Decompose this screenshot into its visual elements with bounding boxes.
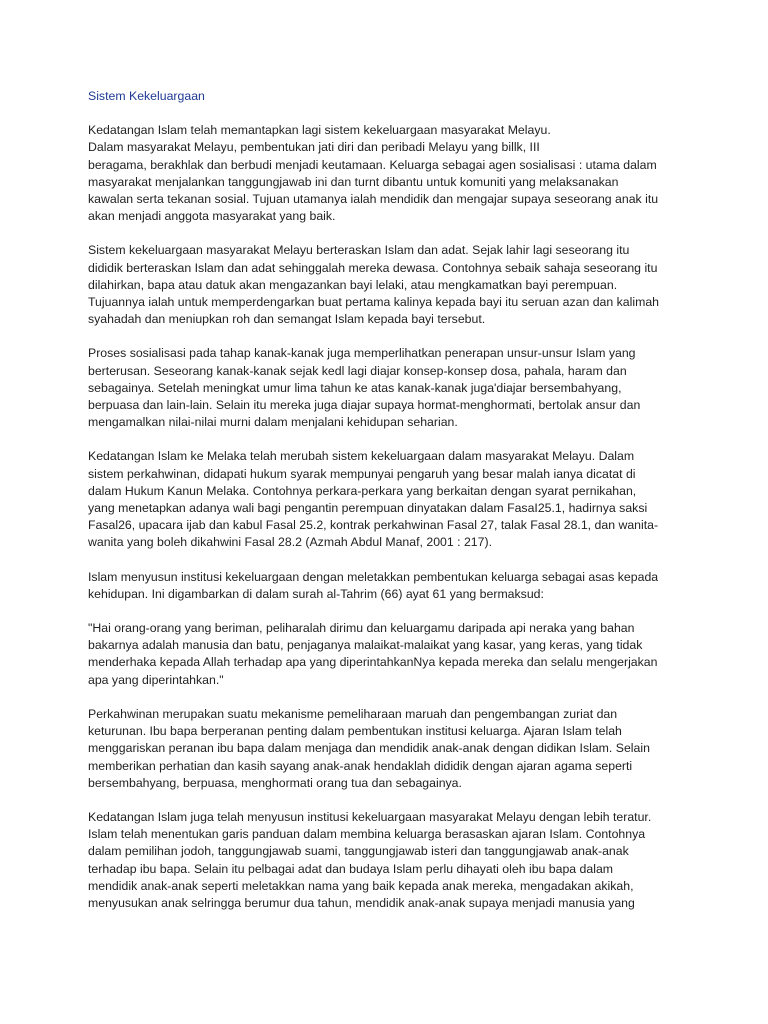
text-line: sistem perkahwinan, didapati hukum syarak mempunyai pengaruh yang besar malah ianya dicatat di	[88, 466, 636, 481]
paragraph	[88, 242, 688, 328]
text-line: Kedatangan Islam telah memantapkan lagi sistem kekeluargaan masyarakat Melayu.	[88, 123, 551, 138]
text-line: berterusan. Seseorang kanak-kanak sejak kedl lagi diajar konsep-konsep dosa, pahala, haram dan	[88, 363, 627, 378]
paragraph	[88, 809, 688, 912]
text-line: Sistem kekeluargaan masyarakat Melayu berteraskan Islam dan adat. Sejak lahir lagi seseorang itu	[88, 243, 630, 258]
paragraph	[88, 706, 688, 792]
text-line: "Hai orang-orang yang beriman, peliharalah dirimu dan keluargamu daripada api neraka yang bahan	[88, 621, 635, 636]
text-line: Islam telah menentukan garis panduan dalam membina keluarga berasaskan ajaran Islam. Contohnya	[88, 827, 646, 842]
text-line: mendidik anak-anak seperti meletakkan nama yang baik kepada anak mereka, mengadakan akikah,	[88, 878, 634, 893]
text-line: Tujuannya ialah untuk memperdengarkan buat pertama kalinya kepada bayi itu seruan azan dan kalimah	[88, 295, 660, 310]
text-line: Perkahwinan merupakan suatu mekanisme pemeliharaan maruah dan pengembangan zuriat dan	[88, 706, 618, 721]
section-heading: Sistem Kekeluargaan	[88, 89, 205, 103]
text-line: Kedatangan Islam ke Melaka telah merubah sistem kekeluargaan dalam masyarakat Melayu. Dalam	[88, 449, 635, 464]
paragraph	[88, 569, 688, 603]
text-line: menyusukan anak selringga berumur dua tahun, mendidik anak-anak supaya menjadi manusia yang	[88, 895, 635, 910]
text-line: Kedatangan Islam juga telah menyusun institusi kekeluargaan masyarakat Melayu dengan lebih teratur.	[88, 809, 652, 824]
text-line: dalam pemilihan jodoh, tanggungjawab suami, tanggungjawab isteri dan tanggungjawab anak-anak	[88, 844, 629, 859]
document-page	[88, 88, 688, 929]
text-line: terhadap ibu bapa. Selain itu pelbagai adat dan budaya Islam perlu dihayati oleh ibu bapa dalam	[88, 861, 614, 876]
text-line: bakarnya adalah manusia dan batu, penjaganya malaikat-malaikat yang kasar, yang keras, yang tidak	[88, 638, 643, 653]
text-line: menderhaka kepada Allah terhadap apa yang diperintahkanNya kepada mereka dan selalu mengerjakan	[88, 655, 658, 670]
text-line: dalam Hukum Kanun Melaka. Contohnya perkara-perkara yang berkaitan dengan syarat pernikahan,	[88, 483, 637, 498]
text-line: berpuasa dan lain-lain. Selain itu mereka juga diajar supaya hormat-menghormati, bertolak ansur dan	[88, 398, 641, 413]
text-line: menggariskan peranan ibu bapa dalam menjaga dan mendidik anak-anak dengan didikan Islam. Selain	[88, 741, 650, 756]
paragraph	[88, 448, 688, 551]
text-line: dilahirkan, bapa atau datuk akan mengazankan bayi lelaki, atau mengkamatkan bayi perempuan.	[88, 277, 618, 292]
text-line: yang menetapkan adanya wali bagi pengantin perempuan dinyatakan dalam FasaI25.1, hadirnya saksi	[88, 501, 648, 516]
text-line: apa yang diperintahkan."	[88, 672, 224, 687]
paragraph	[88, 345, 688, 431]
document-body	[88, 122, 688, 912]
text-line: masyarakat menjalankan tanggungjawab ini dan turnt dibantu untuk komuniti yang melaksanakan	[88, 174, 619, 189]
text-line: kawalan serta tekanan sosial. Tujuan utamanya ialah mendidik dan mengajar supaya seseorang anak itu	[88, 192, 659, 207]
paragraph	[88, 620, 688, 689]
text-line: mengamalkan nilai-nilai murni dalam menjalani kehidupan seharian.	[88, 415, 458, 430]
text-line: bersembahyang, berpuasa, menghormati orang tua dan sebagainya.	[88, 775, 462, 790]
text-line: beragama, berakhlak dan berbudi menjadi keutamaan. Keluarga sebagai agen sosialisasi : utama dalam	[88, 157, 657, 172]
text-line: wanita yang boleh dikahwini Fasal 28.2 (Azmah Abdul Manaf, 2001 : 217).	[88, 535, 492, 550]
text-line: Proses sosialisasi pada tahap kanak-kanak juga memperlihatkan penerapan unsur-unsur Islam yang	[88, 346, 636, 361]
text-line: memberikan perhatian dan kasih sayang anak-anak hendaklah dididik dengan ajaran agama seperti	[88, 758, 633, 773]
text-line: Dalam masyarakat Melayu, pembentukan jati diri dan peribadi Melayu yang billk, III	[88, 140, 540, 155]
text-line: kehidupan. Ini digambarkan di dalam surah al-Tahrim (66) ayat 61 yang bermaksud:	[88, 586, 544, 601]
text-line: akan menjadi anggota masyarakat yang baik.	[88, 209, 336, 224]
text-line: Islam menyusun institusi kekeluargaan dengan meletakkan pembentukan keluarga sebagai asas kepada	[88, 569, 659, 584]
paragraph	[88, 122, 688, 225]
text-line: dididik berteraskan Islam dan adat sehinggalah mereka dewasa. Contohnya sebaik sahaja seseorang itu	[88, 260, 658, 275]
text-line: sebagainya. Setelah meningkat umur lima tahun ke atas kanak-kanak juga'diajar bersembahyang,	[88, 380, 622, 395]
text-line: syahadah dan meniupkan roh dan semangat Islam kepada bayi tersebut.	[88, 312, 486, 327]
text-line: keturunan. Ibu bapa berperanan penting dalam pembentukan institusi keluarga. Ajaran Islam telah	[88, 724, 622, 739]
text-line: Fasal26, upacara ijab dan kabul Fasal 25.2, kontrak perkahwinan Fasal 27, talak Fasal 28.1, dan wanita-	[88, 518, 659, 533]
